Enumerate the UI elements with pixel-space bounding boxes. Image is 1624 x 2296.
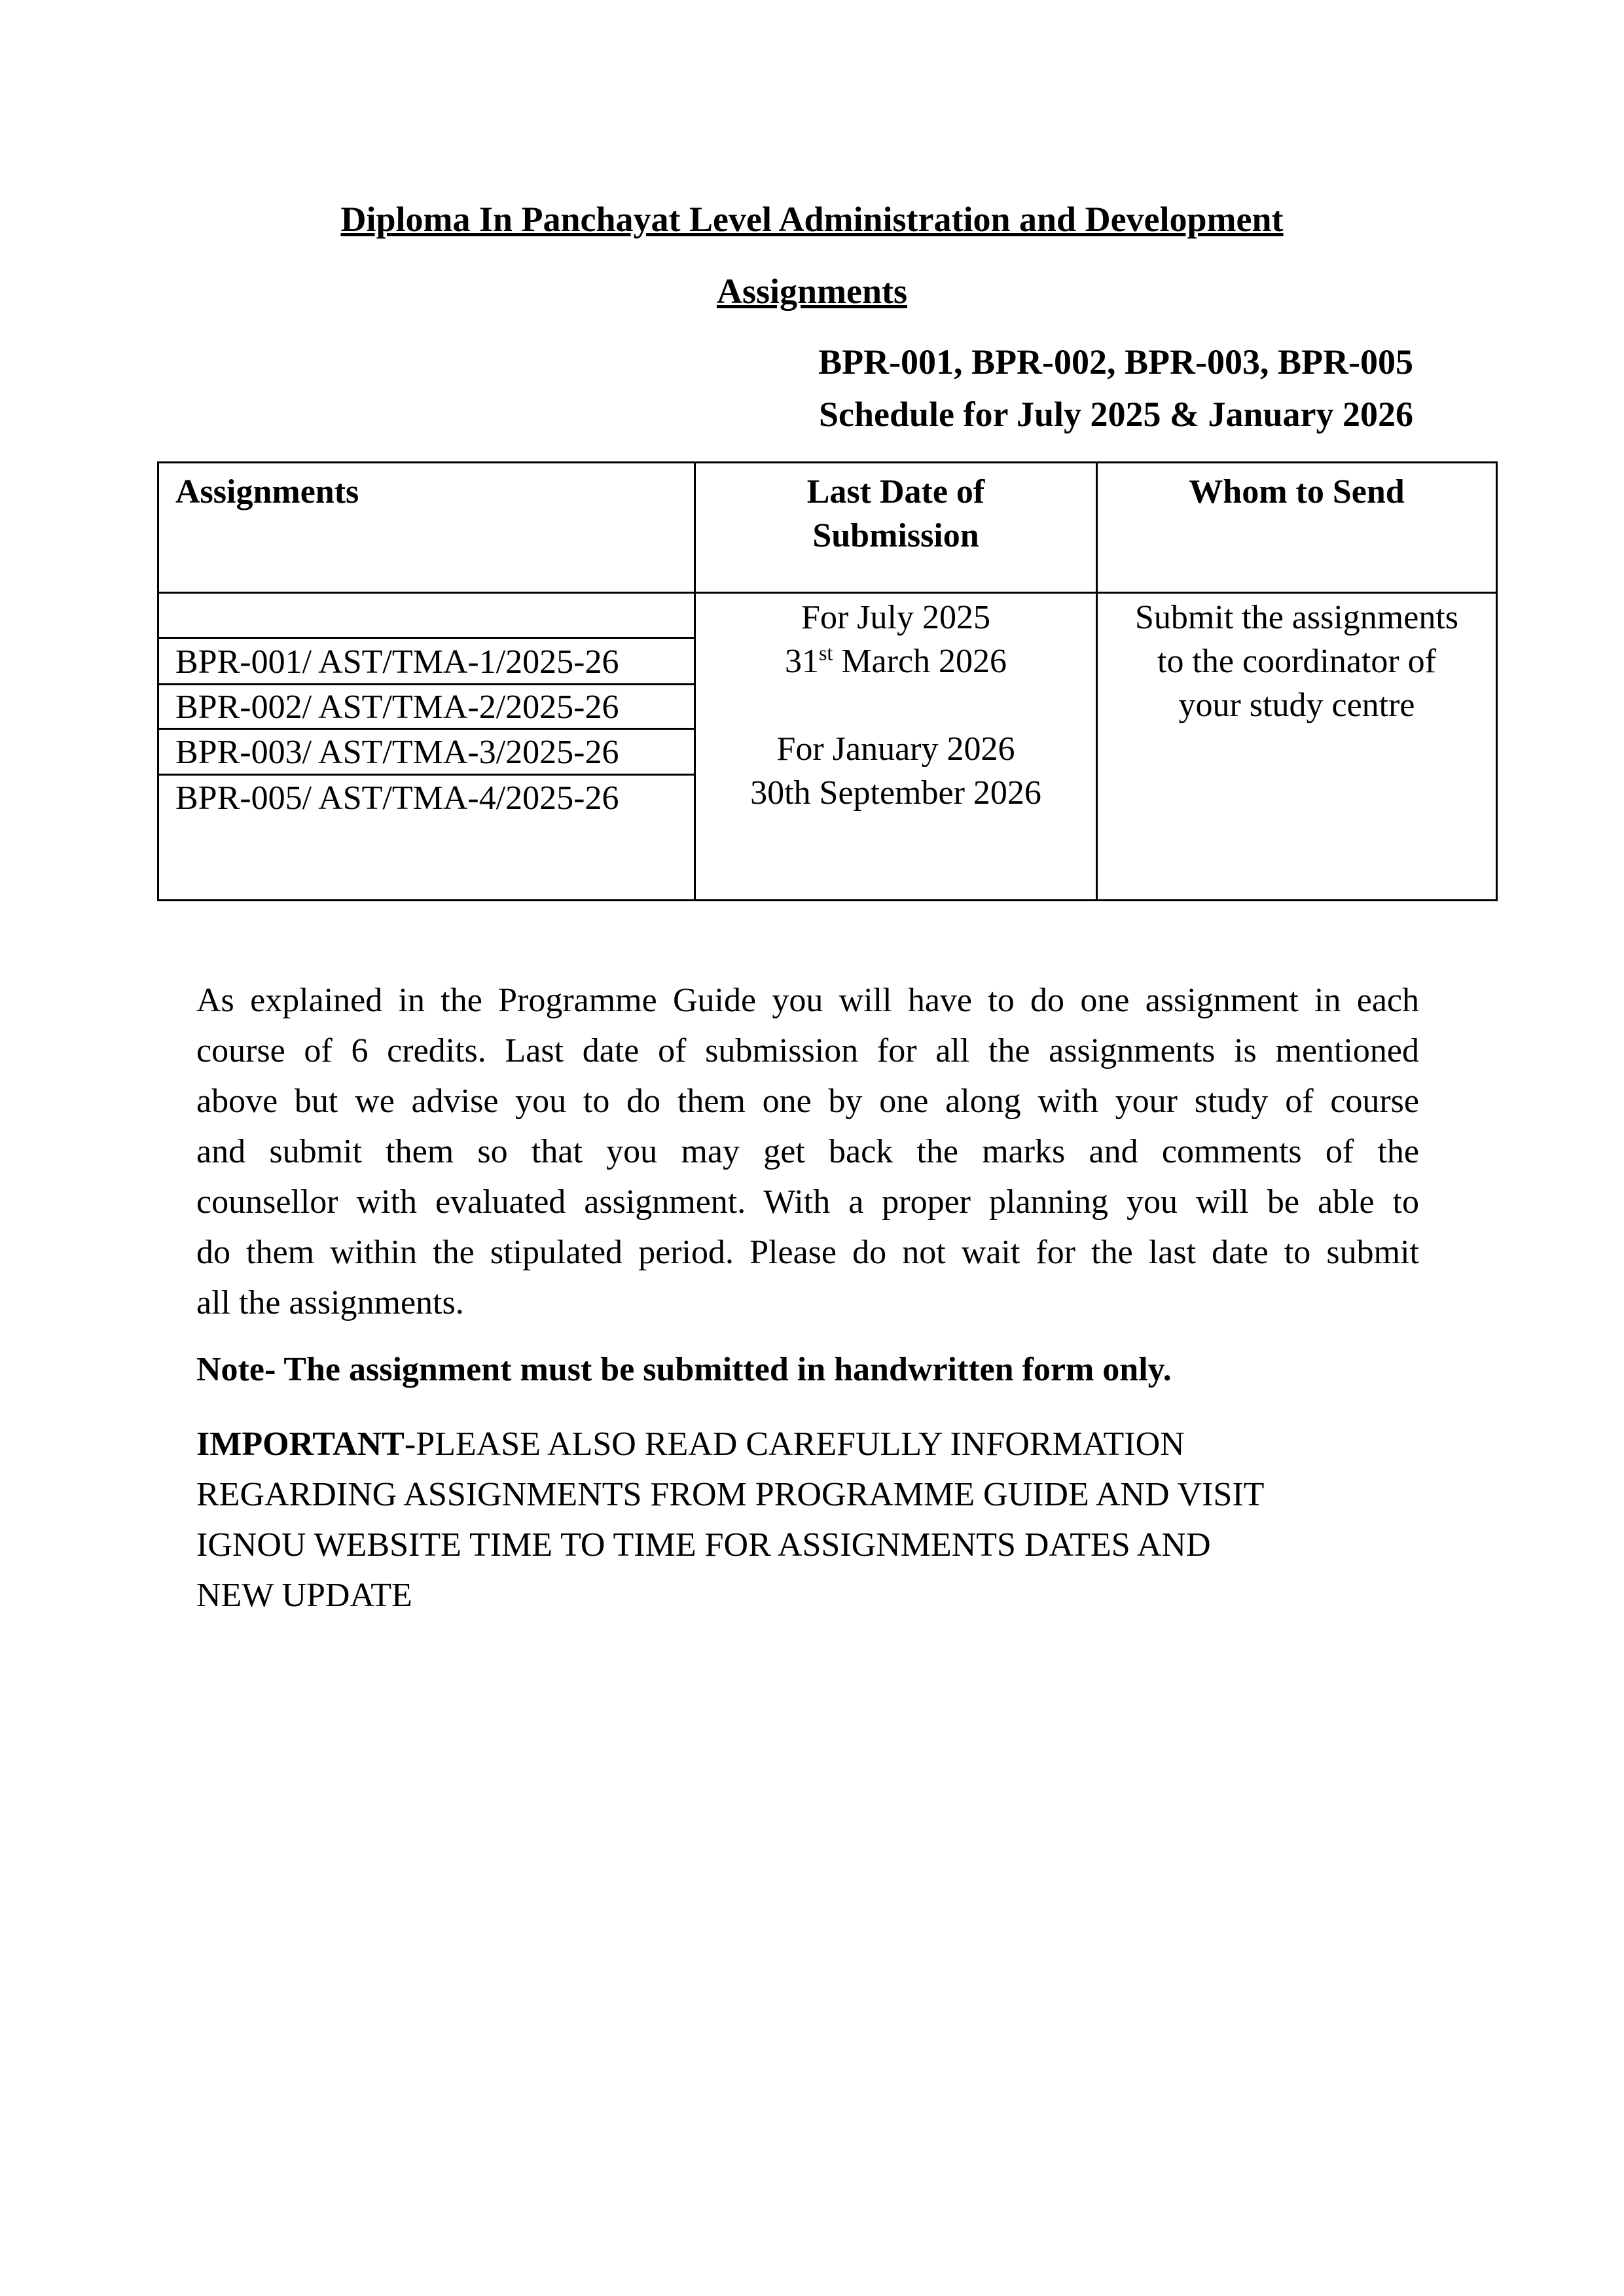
document-subtitle: Assignments [716,272,908,311]
assignment-code-4: BPR-005/ AST/TMA-4/2025-26 [175,780,619,817]
january-session-date: 30th September 2026 [750,774,1041,812]
header-assignments: Assignments [175,473,359,511]
row-divider [159,637,695,639]
last-date-cell [696,596,1096,815]
assignment-code-2: BPR-002/ AST/TMA-2/2025-26 [175,689,619,726]
header-last-date: Last Date of Submission [806,473,985,554]
header-whom-to-send: Whom to Send [1189,473,1405,511]
schedule-table [157,461,1498,901]
important-label: IMPORTANT [196,1426,405,1463]
july-session-label: For July 2025 [801,599,990,636]
assignment-code-3: BPR-003/ AST/TMA-3/2025-26 [175,734,619,771]
whom-to-send-cell: Submit the assignments to the coordinator of your study centre [1135,599,1458,724]
assignment-code-1: BPR-001/ AST/TMA-1/2025-26 [175,643,619,681]
instructions-paragraph: As explained in the Programme Guide you will have to do one assignment in each course of 6 credits. Last date of submission for all the assignments is mentioned above but we advise you to do them one by one along with your study of course and submit them so that you may get back the marks and comments of the counsellor with evaluated assignment. With a proper planning you will be able to do them within the stipulated period. Please do not wait for the last date to submit all the assignments. [196,982,1419,1321]
course-codes: BPR-001, BPR-002, BPR-003, BPR-005 [818,342,1413,382]
header-divider [159,592,1496,594]
document-title: Diploma In Panchayat Level Administration and Development [340,200,1284,239]
january-session-label: For January 2026 [776,730,1015,768]
handwritten-note: Note- The assignment must be submitted in handwritten form only. [196,1351,1172,1388]
july-session-date: 31st March 2026 [784,641,1007,680]
schedule-heading: Schedule for July 2025 & January 2026 [818,395,1413,434]
important-notice: IMPORTANT-PLEASE ALSO READ CAREFULLY INFORMATION REGARDING ASSIGNMENTS FROM PROGRAMME GUIDE AND VISIT IGNOU WEBSITE TIME TO TIME FOR ASSIGNMENTS DATES AND NEW UPDATE [196,1426,1265,1614]
